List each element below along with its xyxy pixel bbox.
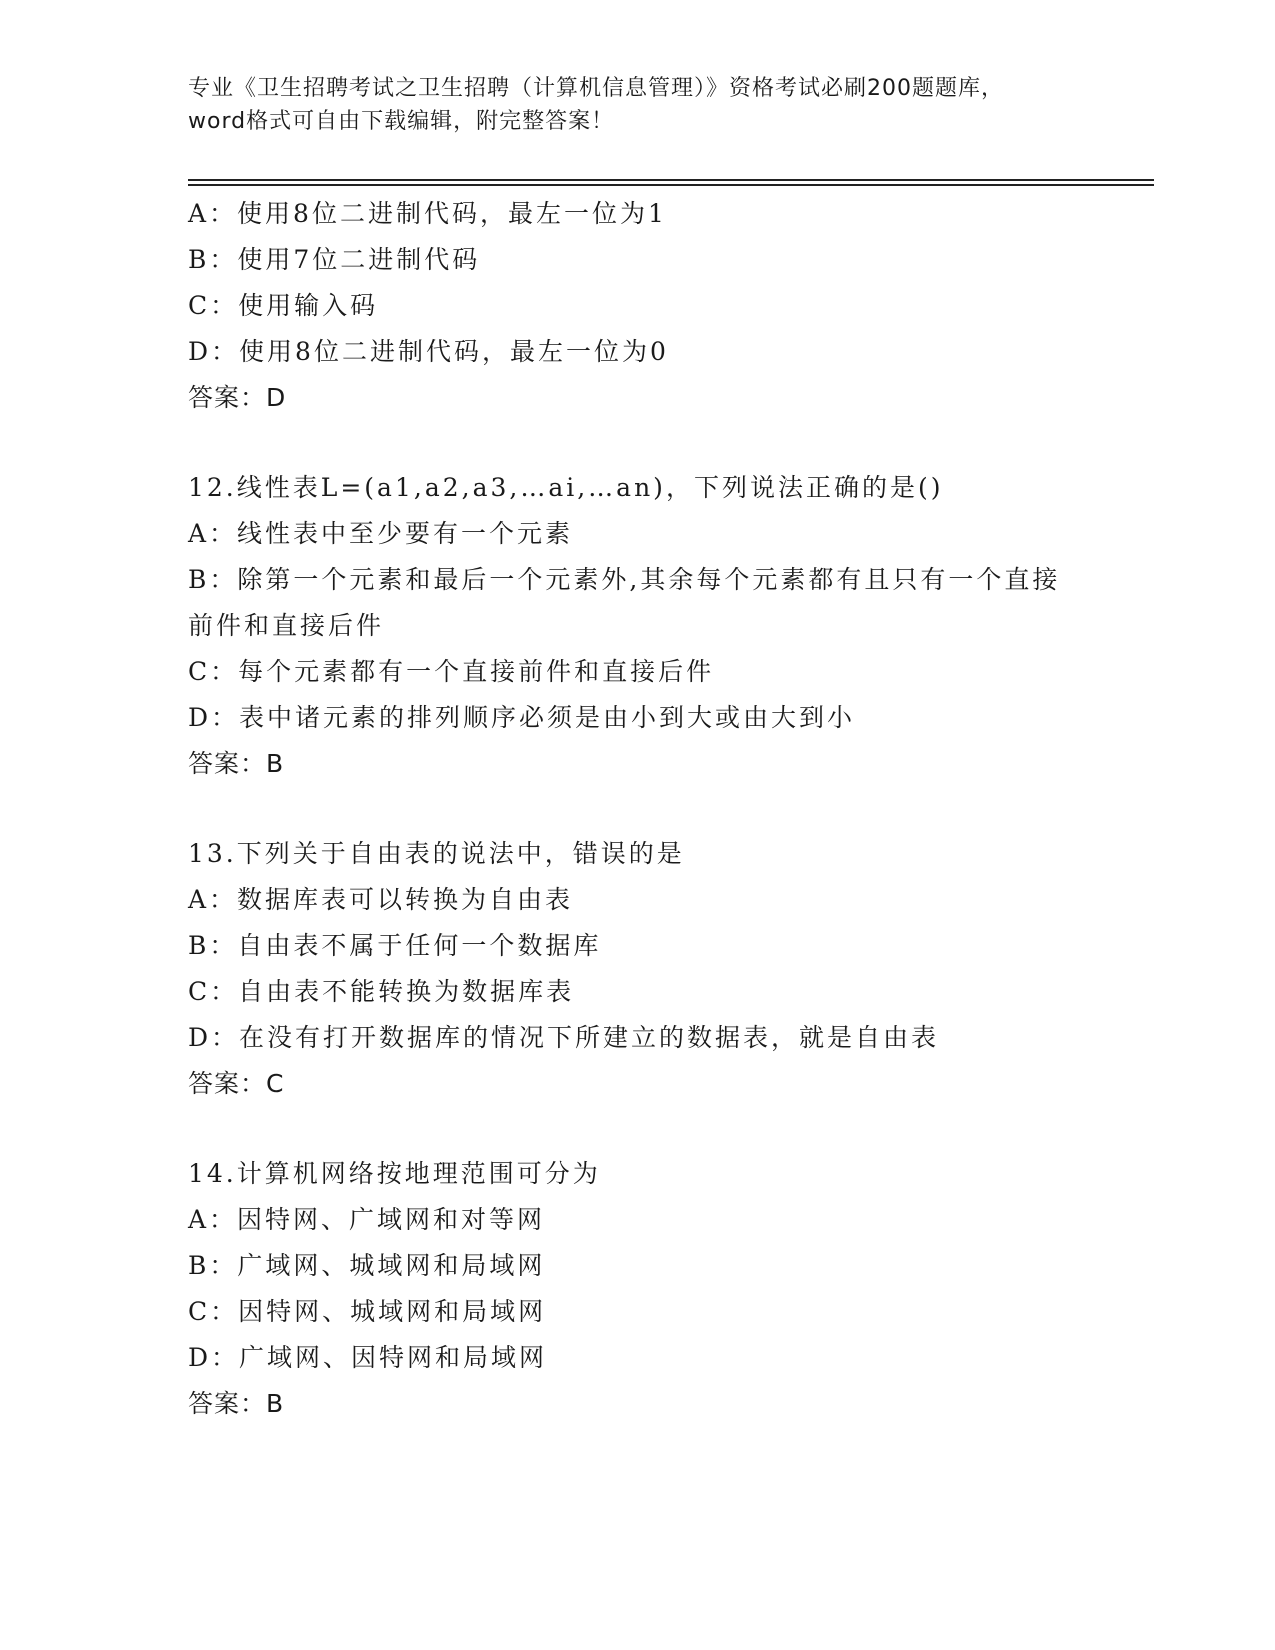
option-d: D：使用8位二进制代码，最左一位为0 xyxy=(188,337,669,366)
option-d: D：表中诸元素的排列顺序必须是由小到大或由大到小 xyxy=(188,703,856,732)
question-text: 12.线性表L=(a1,a2,a3,…ai,…an)，下列说法正确的是() xyxy=(188,473,944,502)
option-a: A：使用8位二进制代码，最左一位为1 xyxy=(188,199,667,228)
document-header xyxy=(188,72,1088,138)
header-line-1: 专业《卫生招聘考试之卫生招聘（计算机信息管理）》资格考试必刷200题题库， xyxy=(188,76,1004,101)
question-text: 14.计算机网络按地理范围可分为 xyxy=(188,1159,601,1188)
option-c: C：因特网、城域网和局域网 xyxy=(188,1297,547,1326)
answer-line: 答案：D xyxy=(188,383,287,412)
option-d: D：广域网、因特网和局域网 xyxy=(188,1343,548,1372)
option-a: A：因特网、广域网和对等网 xyxy=(188,1205,546,1234)
header-line-2: word格式可自由下载编辑，附完整答案！ xyxy=(188,109,615,134)
document-body xyxy=(188,191,1068,1427)
question-text: 13.下列关于自由表的说法中，错误的是 xyxy=(188,839,685,868)
option-b: B：广域网、城域网和局域网 xyxy=(188,1251,546,1280)
question-block-14 xyxy=(188,1151,1068,1427)
option-d: D：在没有打开数据库的情况下所建立的数据表，就是自由表 xyxy=(188,1023,940,1052)
answer-line: 答案：C xyxy=(188,1069,285,1098)
option-b: B：除第一个元素和最后一个元素外,其余每个元素都有且只有一个直接前件和直接后件 xyxy=(188,565,1061,640)
question-block-12 xyxy=(188,465,1068,787)
option-a: A：线性表中至少要有一个元素 xyxy=(188,519,574,548)
option-b: B：自由表不属于任何一个数据库 xyxy=(188,931,602,960)
answer-line: 答案：B xyxy=(188,749,285,778)
option-a: A：数据库表可以转换为自由表 xyxy=(188,885,574,914)
option-c: C：自由表不能转换为数据库表 xyxy=(188,977,575,1006)
answer-line: 答案：B xyxy=(188,1389,285,1418)
option-c: C：使用输入码 xyxy=(188,291,379,320)
header-divider-bottom xyxy=(188,184,1154,186)
question-block-13 xyxy=(188,831,1068,1107)
option-b: B：使用7位二进制代码 xyxy=(188,245,481,274)
header-divider-top xyxy=(188,179,1154,181)
question-block-11 xyxy=(188,191,1068,421)
option-c: C：每个元素都有一个直接前件和直接后件 xyxy=(188,657,715,686)
